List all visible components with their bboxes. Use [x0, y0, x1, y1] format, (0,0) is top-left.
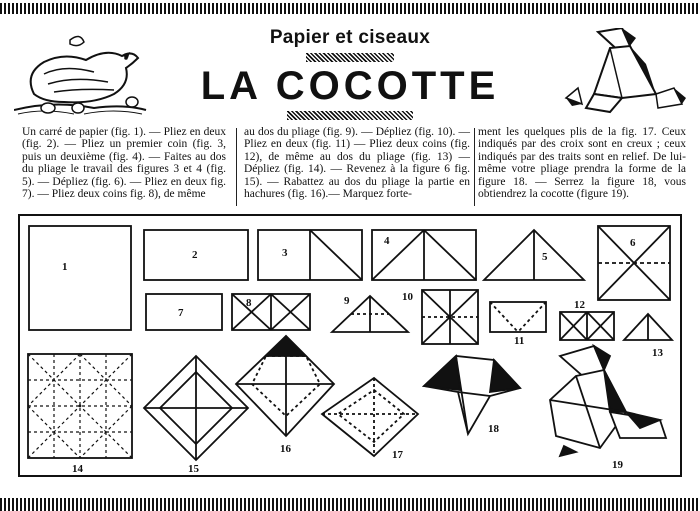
figure-3 — [258, 230, 362, 280]
page-title: LA COCOTTE — [200, 64, 500, 108]
figure-5 — [484, 230, 584, 280]
figure-label-1: 1 — [62, 261, 68, 273]
figure-label-17: 17 — [392, 449, 403, 461]
figure-label-6: 6 — [630, 237, 636, 249]
figure-13 — [624, 314, 672, 340]
figure-18 — [424, 356, 520, 434]
article-column-2: au dos du pliage (fig. 9). — Dépliez (fig. 10). — Pliez en deux (fig. 11) — Pliez deux coins (fig. 12), de même au dos du pliage (fig. 13) — Dépliez (fig. 14). — Revenez à la figure 6 fig. 15). — Rabattez au dos du pliage la partie en hachures (fig. 16).— Marquez forte- — [244, 126, 470, 201]
figure-10 — [422, 290, 478, 344]
figure-14 — [28, 354, 132, 458]
article-column-1: Un carré de papier (fig. 1). — Pliez en deux (fig. 2). — Pliez un premier coin (fig. 3, puis un deuxième (fig. 4). — Faites au dos du pliage le travail des figures 3 et 4 (fig. 5). — Dépliez (fig. 6). — Pliez en deux fig. 7). — Pliez deux coins fig. 8), de même — [22, 126, 226, 201]
figure-label-2: 2 — [192, 249, 198, 261]
column-divider — [236, 128, 237, 206]
figure-label-7: 7 — [178, 307, 184, 319]
article-column-3: ment les quelques plis de la fig. 17. Ceux indiqués par des croix sont en creux ; ceux indiqués par des traits sont en relief. De lui-même votre pliage prendra la forme de la figure 18. — Serrez la figure 18, vous obtiendrez la cocotte (figure 19). — [478, 126, 686, 201]
figure-label-13: 13 — [652, 347, 663, 359]
figure-label-18: 18 — [488, 423, 499, 435]
figure-8 — [232, 294, 310, 330]
top-hatched-border — [0, 3, 700, 14]
section-kicker: Papier et ciseaux — [269, 27, 431, 48]
figure-label-8: 8 — [246, 297, 252, 309]
figure-1 — [29, 226, 131, 330]
figures-panel — [18, 214, 682, 477]
figure-12 — [560, 312, 614, 340]
hen-with-chicks-illustration — [14, 34, 150, 118]
figure-label-4: 4 — [384, 235, 390, 247]
figure-label-10: 10 — [402, 291, 413, 303]
figure-label-12: 12 — [574, 299, 585, 311]
column-divider — [474, 128, 475, 206]
figure-7 — [146, 294, 222, 330]
figure-label-5: 5 — [542, 251, 548, 263]
figure-label-3: 3 — [282, 247, 288, 259]
ornament-rule — [306, 53, 394, 62]
figure-label-19: 19 — [612, 459, 623, 471]
figure-label-16: 16 — [280, 443, 291, 455]
figure-16 — [236, 336, 334, 436]
figure-label-15: 15 — [188, 463, 199, 475]
figure-label-14: 14 — [72, 463, 83, 475]
origami-hen-illustration — [560, 28, 690, 118]
figure-label-9: 9 — [344, 295, 350, 307]
bottom-hatched-border — [0, 498, 700, 511]
figure-11 — [490, 302, 546, 332]
figure-17 — [322, 378, 418, 456]
figure-label-11: 11 — [514, 335, 525, 347]
figure-19 — [550, 346, 666, 456]
ornament-rule — [287, 111, 413, 120]
figure-15 — [144, 356, 248, 460]
